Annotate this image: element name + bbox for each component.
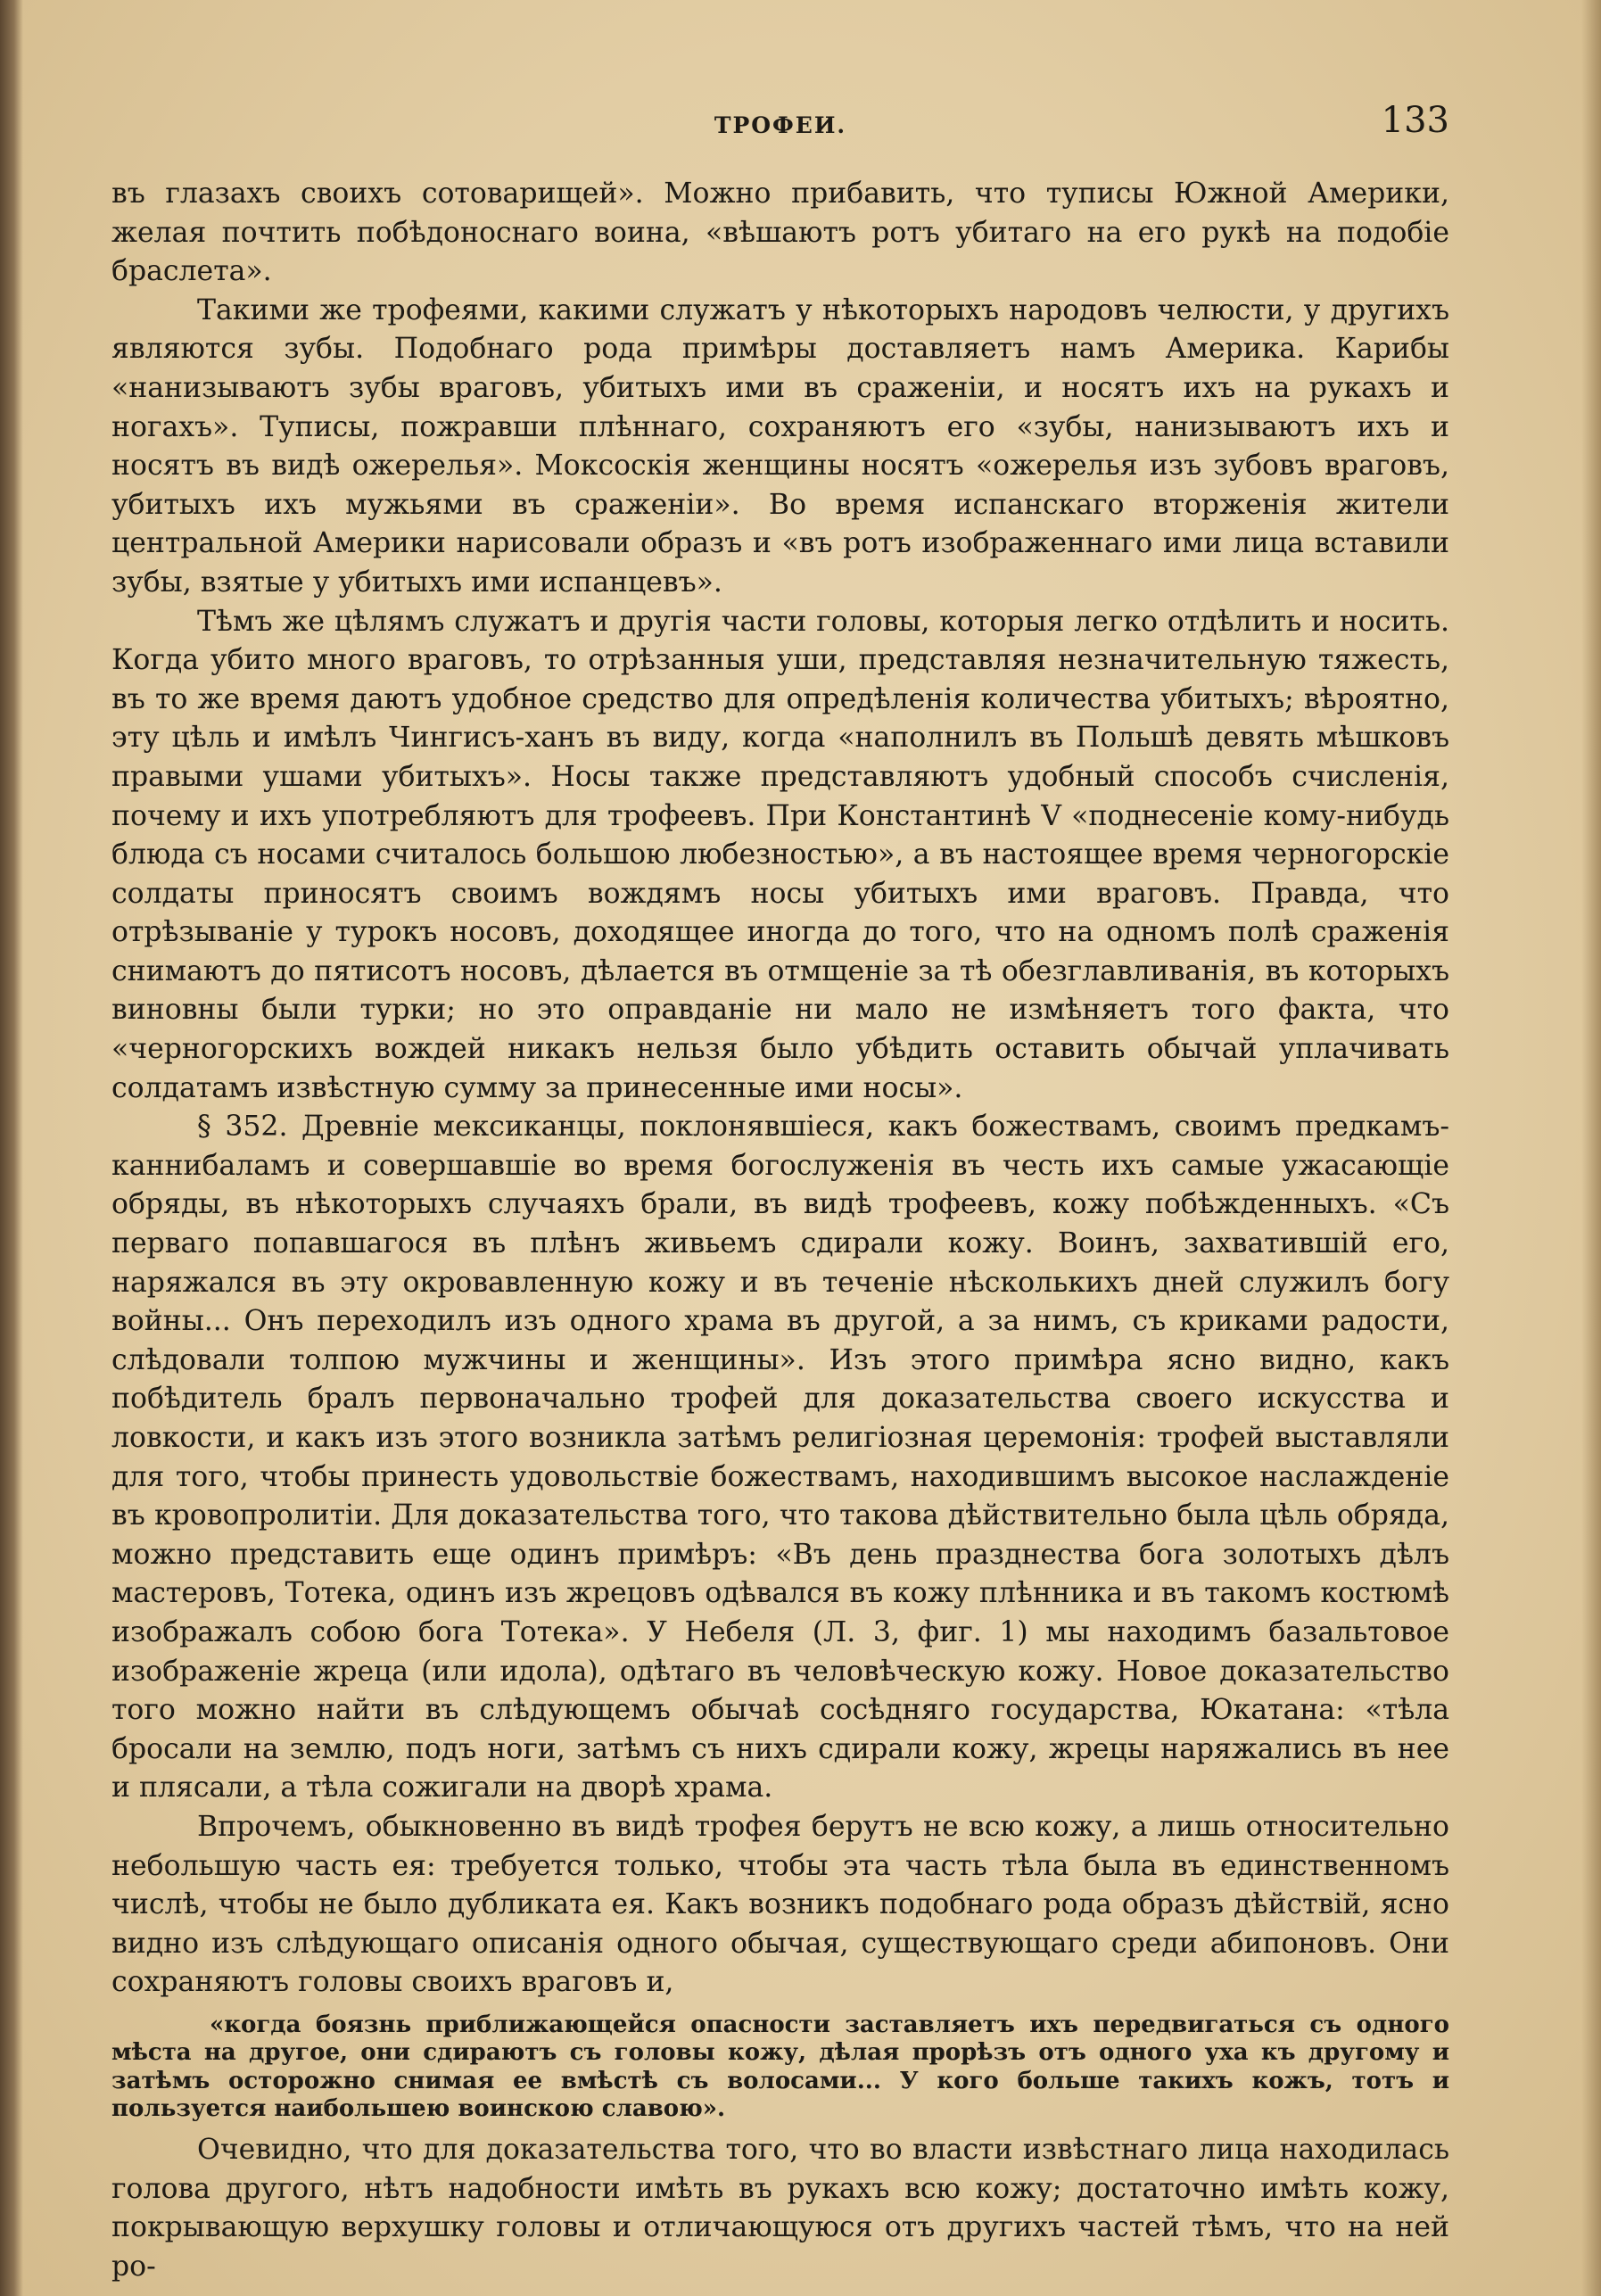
running-title: ТРОФЕИ.	[714, 112, 847, 138]
paragraph-ears-noses: Тѣмъ же цѣлямъ служатъ и другія части головы, которыя легко отдѣлить и носить. Когда убито много враговъ, то отрѣзанныя уши, представляя незначительную тяжесть, въ то же время даютъ удобное средство для опредѣленія количества убитыхъ; вѣроятно, эту цѣль и имѣлъ Чингисъ-ханъ въ виду, когда «наполнилъ въ Польшѣ девять мѣшковъ правыми ушами убитыхъ». Носы также представляютъ удобный способъ счисленія, почему и ихъ употребляютъ для трофеевъ. При Константинѣ V «поднесеніе кому-нибудь блюда съ носами считалось большою любезностью», а въ настоящее время черногорскіе солдаты приносятъ своимъ вождямъ носы убитыхъ ими враговъ. Правда, что отрѣзываніе у турокъ носовъ, доходящее иногда до того, что на одномъ полѣ сраженія снимаютъ до пятисотъ носовъ, дѣлается въ отмщеніе за тѣ обезглавливанія, въ которыхъ виновны были турки; но это оправданіе ни мало не измѣняетъ того факта, что «черногорскихъ вождей никакъ нельзя было убѣдить оставить обычай уплачивать солдатамъ извѣстную сумму за принесенные ими носы».	[111, 605, 1449, 1104]
page-edge-shadow	[1581, 0, 1601, 2296]
page-header	[111, 100, 1449, 145]
paragraph-teeth: Такими же трофеями, какими служатъ у нѣкоторыхъ народовъ челюсти, у другихъ являются зубы. Подобнаго рода примѣры доставляетъ намъ Америка. Карибы «нанизываютъ зубы враговъ, убитыхъ ими въ сраженіи, и носятъ ихъ на рукахъ и ногахъ». Туписы, пожравши плѣннаго, сохраняютъ его «зубы, нанизываютъ ихъ и носятъ въ видѣ ожерелья». Моксоскія женщины носятъ «ожерелья изъ зубовъ враговъ, убитыхъ ихъ мужьями въ сраженіи». Во время испанскаго вторженія жители центральной Америки нарисовали образъ и «въ ротъ изображеннаго ими лица вставили зубы, взятые у убитыхъ ими испанцевъ».	[111, 293, 1449, 599]
page-spine-shadow	[0, 0, 23, 2296]
paragraph-continuation: въ глазахъ своихъ сотоварищей». Можно прибавить, что туписы Южной Америки, желая почтить побѣдоноснаго воина, «вѣшаютъ ротъ убитаго на его рукѣ на подобіе браслета».	[111, 178, 1449, 288]
block-quote: «когда боязнь приближающейся опасности заставляетъ ихъ передвигаться съ одного мѣста на другое, они сдираютъ съ головы кожу, дѣлая прорѣзъ отъ одного уха къ другому и затѣмъ осторожно снимая ее вмѣстѣ съ волосами... У кого больше такихъ кожъ, тотъ и пользуется наибольшею воинскою славою».	[111, 2011, 1449, 2123]
paragraph-section-352: § 352. Древніе мексиканцы, поклонявшіеся, какъ божествамъ, своимъ предкамъ-каннибаламъ и совершавшіе во время богослуженія въ честь ихъ самые ужасающіе обряды, въ нѣкоторыхъ случаяхъ брали, въ видѣ трофеевъ, кожу побѣжденныхъ. «Съ перваго попавшагося въ плѣнъ живьемъ сдирали кожу. Воинъ, захватившій его, наряжался въ эту окровавленную кожу и въ теченіе нѣсколькихъ дней служилъ богу войны... Онъ переходилъ изъ одного храма въ другой, а за нимъ, съ криками радости, слѣдовали толпою мужчины и женщины». Изъ этого примѣра ясно видно, какъ побѣдитель бралъ первоначально трофей для доказательства своего искусства и ловкости, и какъ изъ этого возникла затѣмъ религіозная церемонія: трофей выставляли для того, чтобы принесть удовольствіе божествамъ, находившимъ высокое наслажденіе въ кровопролитіи. Для доказательства того, что такова дѣйствительно была цѣль обряда, можно представить еще одинъ примѣръ: «Въ день празднества бога золотыхъ дѣлъ мастеровъ, Тотека, одинъ изъ жрецовъ одѣвался въ кожу плѣнника и въ такомъ костюмѣ изображалъ собою бога Тотека». У Небеля (Л. 3, фиг. 1) мы находимъ базальтовое изображеніе жреца (или идола), одѣтаго въ человѣческую кожу. Новое доказательство того можно найти въ слѣдующемъ обычаѣ сосѣдняго государства, Юкатана: «тѣла бросали на землю, подъ ноги, затѣмъ съ нихъ сдирали кожу, жрецы наряжались въ нее и плясали, а тѣла сожигали на дворѣ храма.	[111, 1111, 1449, 1805]
page-body	[111, 175, 1449, 2286]
paragraph-skin-part: Впрочемъ, обыкновенно въ видѣ трофея берутъ не всю кожу, а лишь относительно небольшую часть ея: требуется только, чтобы эта часть тѣла была въ единственномъ числѣ, чтобы не было дубликата ея. Какъ возникъ подобнаго рода образъ дѣйствій, ясно видно изъ слѣдующаго описанія одного обычая, существующаго среди абипоновъ. Они сохраняютъ головы своихъ враговъ и,	[111, 1810, 1449, 1999]
paragraph-closing: Очевидно, что для доказательства того, что во власти извѣстнаго лица находилась голова другого, нѣтъ надобности имѣть въ рукахъ всю кожу; достаточно имѣть кожу, покрывающую верхушку головы и отличающуюся отъ другихъ частей тѣмъ, что на ней ро-	[111, 2133, 1449, 2283]
page-number: 133	[1381, 100, 1449, 141]
